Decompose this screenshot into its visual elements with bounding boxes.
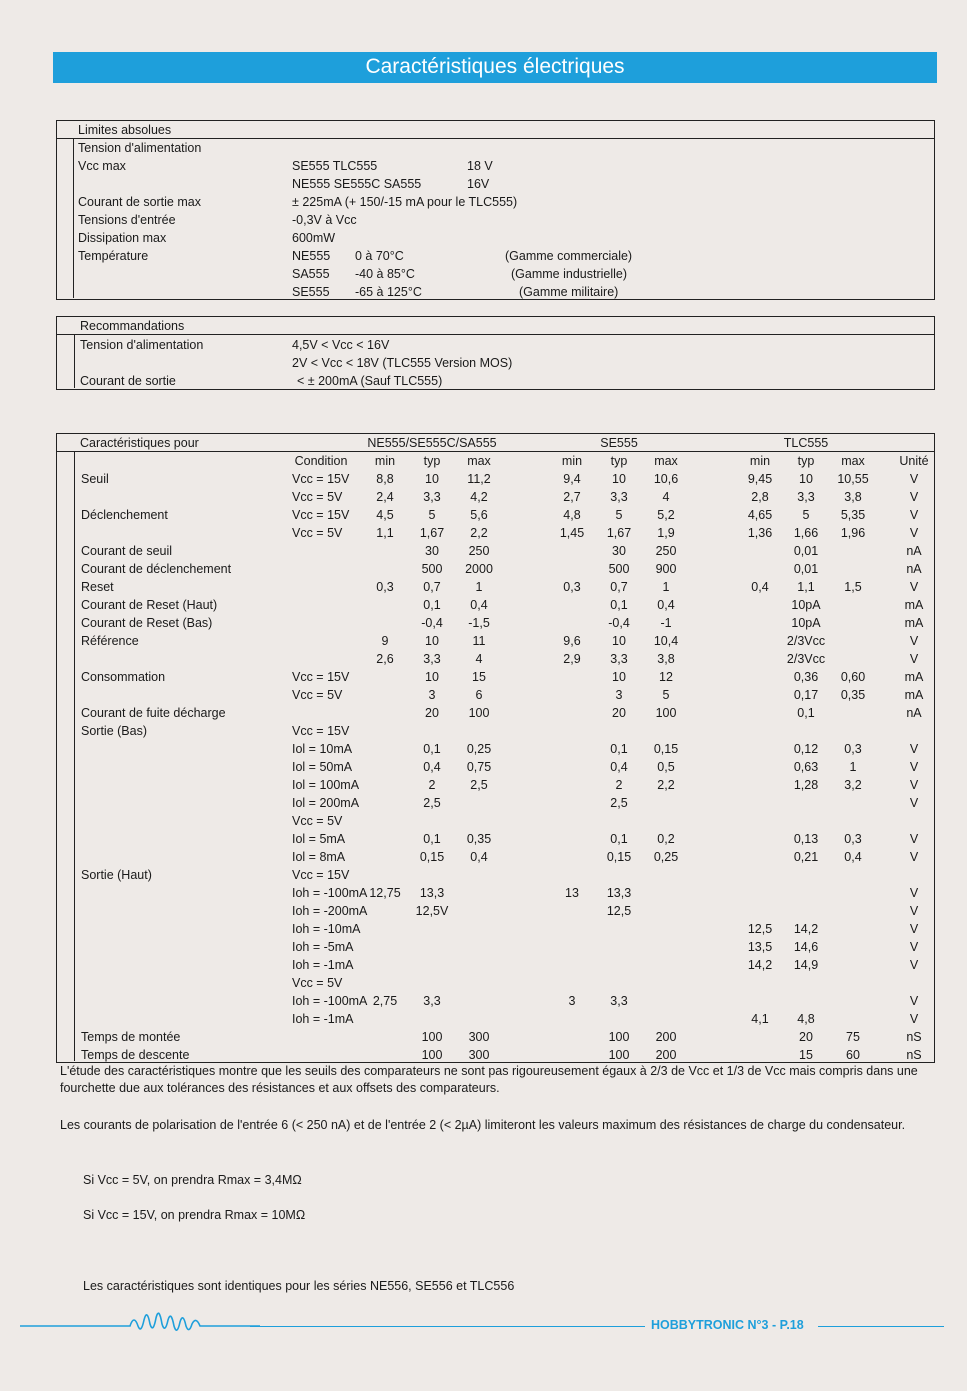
waveform-logo <box>20 1300 260 1340</box>
row-cell: 2000 <box>465 562 493 576</box>
row-cell: 0,35 <box>466 832 492 846</box>
row-cell: 3,3 <box>423 490 441 504</box>
row-cell: V <box>909 526 919 540</box>
row-cell: 2/3Vcc <box>786 634 826 648</box>
row-cell: 5,2 <box>657 508 675 522</box>
row-condition: Ioh = -100mA <box>292 886 368 900</box>
row-cell: 0,7 <box>423 580 441 594</box>
row-cell: 5,35 <box>840 508 866 522</box>
row-cell: 2 <box>615 778 623 792</box>
note-thresholds: L'étude des caractéristiques montre que les seuils des comparateurs ne sont pas rigoureusement égaux à 2/3 de Vcc et 1/3 de Vcc mais compris dans une fourchette due aux tolérances des résistances et aux offsets des comparateurs. <box>60 1064 918 1095</box>
row-cell: 5 <box>662 688 670 702</box>
rec-value: 2V < Vcc < 18V (TLC555 Version MOS) <box>292 356 513 370</box>
row-cell: 11,2 <box>467 472 491 486</box>
column-header: min <box>749 454 771 468</box>
row-cell: 2,8 <box>751 490 769 504</box>
row-cell: 5,6 <box>470 508 488 522</box>
row-cell: 10,6 <box>653 472 679 486</box>
row-cell: V <box>909 490 919 504</box>
row-cell: 4 <box>475 652 483 666</box>
row-cell: 13 <box>565 886 579 900</box>
row-cell: -1 <box>660 616 672 630</box>
row-cell: 0,75 <box>466 760 492 774</box>
row-cell: -0,4 <box>421 616 443 630</box>
row-cell: 0,15 <box>653 742 679 756</box>
row-cell: 2,9 <box>563 652 581 666</box>
row-condition: Vcc = 15V <box>292 724 350 738</box>
row-cell: 1,28 <box>793 778 819 792</box>
row-cell: 0,21 <box>793 850 819 864</box>
row-cell: 10 <box>612 472 626 486</box>
column-header: max <box>467 454 491 468</box>
abs-value-1: ± 225mA (+ 150/-15 mA pour le TLC555) <box>292 195 518 209</box>
row-cell: 0,1 <box>423 742 441 756</box>
row-label: Reset <box>81 580 114 594</box>
row-cell: 11 <box>472 634 486 648</box>
abs-label: Vcc max <box>78 159 126 173</box>
row-cell: 0,01 <box>793 562 819 576</box>
row-cell: 250 <box>468 544 490 558</box>
row-cell: 2,5 <box>423 796 441 810</box>
row-cell: 0,12 <box>793 742 819 756</box>
abs-value-3: (Gamme militaire) <box>519 285 619 299</box>
row-condition: Ioh = -100mA <box>292 994 368 1008</box>
row-cell: V <box>909 886 919 900</box>
row-cell: 5 <box>802 508 810 522</box>
note-series: Les caractéristiques sont identiques pour les séries NE556, SE556 et TLC556 <box>83 1279 515 1293</box>
note-rmax-5v: Si Vcc = 5V, on prendra Rmax = 3,4MΩ <box>83 1173 302 1187</box>
row-cell: 3,3 <box>610 652 628 666</box>
row-cell: 3,3 <box>423 652 441 666</box>
row-cell: mA <box>904 688 924 702</box>
abs-label: Dissipation max <box>78 231 167 245</box>
row-cell: 0,3 <box>844 832 862 846</box>
row-cell: 4,2 <box>470 490 488 504</box>
characteristics-header-rule <box>56 451 934 452</box>
row-condition: Vcc = 15V <box>292 670 350 684</box>
row-cell: 0,25 <box>653 850 679 864</box>
row-cell: 14,9 <box>793 958 819 972</box>
row-condition: Iol = 8mA <box>292 850 346 864</box>
row-cell: 3,3 <box>610 994 628 1008</box>
column-header: Unité <box>899 454 929 468</box>
row-label: Déclenchement <box>81 508 168 522</box>
row-cell: 0,4 <box>844 850 862 864</box>
abs-value-3: (Gamme commerciale) <box>505 249 633 263</box>
row-cell: V <box>909 904 919 918</box>
row-label: Courant de seuil <box>81 544 173 558</box>
row-cell: 3,3 <box>423 994 441 1008</box>
note-bias-currents: Les courants de polarisation de l'entrée 6 (< 250 nA) et de l'entrée 2 (< 2µA) limiteront les valeurs maximum des résistances de charge du condensateur. <box>60 1118 906 1132</box>
row-cell: 5 <box>428 508 436 522</box>
row-cell: nS <box>906 1048 922 1062</box>
row-label: Sortie (Bas) <box>81 724 147 738</box>
row-cell: 3 <box>615 688 623 702</box>
abs-value-2: 18 V <box>467 159 493 173</box>
row-cell: 0,60 <box>840 670 866 684</box>
row-cell: 0,3 <box>844 742 862 756</box>
recommendations-header: Recommandations <box>80 319 185 333</box>
abs-value-2: -40 à 85°C <box>355 267 415 281</box>
group-header-ne555: NE555/SE555C/SA555 <box>367 436 497 450</box>
row-cell: 13,3 <box>419 886 445 900</box>
abs-value-3: (Gamme industrielle) <box>511 267 628 281</box>
row-label: Temps de montée <box>81 1030 181 1044</box>
row-cell: 4 <box>662 490 670 504</box>
page-title: Caractéristiques électriques <box>365 55 625 78</box>
row-cell: 500 <box>608 562 630 576</box>
row-cell: V <box>909 994 919 1008</box>
title-banner <box>53 52 937 83</box>
row-cell: 3 <box>568 994 576 1008</box>
row-cell: -0,4 <box>608 616 630 630</box>
row-cell: 20 <box>425 706 439 720</box>
row-cell: 0,35 <box>840 688 866 702</box>
row-condition: Vcc = 5V <box>292 976 343 990</box>
row-cell: 12,75 <box>369 886 401 900</box>
row-condition: Iol = 5mA <box>292 832 346 846</box>
abs-label: Courant de sortie max <box>78 195 201 209</box>
row-cell: 0,15 <box>419 850 445 864</box>
abs-value-2: 0 à 70°C <box>355 249 404 263</box>
column-header: typ <box>423 454 441 468</box>
row-cell: V <box>909 922 919 936</box>
row-condition: Iol = 200mA <box>292 796 360 810</box>
row-cell: 9 <box>381 634 389 648</box>
row-cell: 8,8 <box>376 472 394 486</box>
row-cell: 13,3 <box>606 886 632 900</box>
row-cell: 0,17 <box>793 688 819 702</box>
row-cell: 100 <box>608 1048 630 1062</box>
row-cell: 10 <box>612 634 626 648</box>
rec-label: Tension d'alimentation <box>80 338 204 352</box>
row-condition: Ioh = -1mA <box>292 958 354 972</box>
row-cell: 3,3 <box>797 490 815 504</box>
row-cell: 1,9 <box>657 526 675 540</box>
row-cell: 0,4 <box>470 598 488 612</box>
row-cell: 9,45 <box>747 472 773 486</box>
note-rmax-15v: Si Vcc = 15V, on prendra Rmax = 10MΩ <box>83 1208 306 1222</box>
row-cell: 4,8 <box>797 1012 815 1026</box>
row-cell: 10pA <box>791 616 821 630</box>
row-cell: 1,5 <box>844 580 862 594</box>
row-label: Seuil <box>81 472 109 486</box>
row-cell: 100 <box>421 1030 443 1044</box>
row-cell: 3,2 <box>844 778 862 792</box>
row-cell: 12,5V <box>415 904 449 918</box>
row-cell: 30 <box>612 544 626 558</box>
row-cell: 100 <box>468 706 490 720</box>
row-cell: 2,4 <box>376 490 394 504</box>
row-cell: 0,4 <box>751 580 769 594</box>
row-cell: 12,5 <box>747 922 773 936</box>
row-cell: 2,2 <box>657 778 675 792</box>
row-cell: 10 <box>425 472 439 486</box>
row-cell: mA <box>904 670 924 684</box>
row-cell: 0,1 <box>797 706 815 720</box>
row-cell: V <box>909 958 919 972</box>
row-cell: 3,8 <box>657 652 675 666</box>
row-cell: 0,1 <box>610 598 628 612</box>
row-cell: 1 <box>849 760 857 774</box>
abs-value-2: 16V <box>467 177 490 191</box>
column-header: min <box>374 454 396 468</box>
characteristics-header: Caractéristiques pour <box>80 436 199 450</box>
abs-value-1: -0,3V à Vcc <box>292 213 357 227</box>
row-label: Temps de descente <box>81 1048 190 1062</box>
row-label: Consommation <box>81 670 166 684</box>
row-cell: 4,1 <box>751 1012 769 1026</box>
column-header: min <box>561 454 583 468</box>
row-cell: 900 <box>655 562 677 576</box>
column-header: typ <box>797 454 815 468</box>
row-cell: 0,4 <box>610 760 628 774</box>
footer-rule-left <box>250 1326 645 1327</box>
row-cell: 3,8 <box>844 490 862 504</box>
footer-rule-right <box>818 1326 944 1327</box>
row-cell: V <box>909 778 919 792</box>
row-cell: 100 <box>608 1030 630 1044</box>
column-header: typ <box>610 454 628 468</box>
column-header: max <box>654 454 678 468</box>
row-cell: 1 <box>662 580 670 594</box>
row-cell: V <box>909 472 919 486</box>
row-cell: V <box>909 832 919 846</box>
row-cell: V <box>909 760 919 774</box>
row-cell: 9,6 <box>563 634 581 648</box>
row-cell: nA <box>906 544 922 558</box>
row-cell: 2,6 <box>376 652 394 666</box>
absolute-limits-header: Limites absolues <box>78 123 172 137</box>
row-cell: V <box>909 652 919 666</box>
rec-value: < ± 200mA (Sauf TLC555) <box>297 374 443 388</box>
row-cell: 2/3Vcc <box>786 652 826 666</box>
row-condition: Vcc = 5V <box>292 490 343 504</box>
row-cell: 10pA <box>791 598 821 612</box>
row-cell: mA <box>904 598 924 612</box>
row-cell: 1 <box>475 580 483 594</box>
row-condition: Vcc = 5V <box>292 688 343 702</box>
row-cell: 250 <box>655 544 677 558</box>
row-cell: 2,75 <box>372 994 398 1008</box>
row-cell: 0,1 <box>423 598 441 612</box>
row-cell: 0,1 <box>610 742 628 756</box>
row-cell: 12 <box>659 670 673 684</box>
row-cell: V <box>909 1012 919 1026</box>
footer-page-label: HOBBYTRONIC N°3 - P.18 <box>651 1318 804 1332</box>
abs-value-1: NE555 SE555C SA555 <box>292 177 422 191</box>
row-cell: 0,5 <box>657 760 675 774</box>
abs-value-1: 600mW <box>292 231 336 245</box>
row-cell: 0,25 <box>466 742 492 756</box>
row-cell: nS <box>906 1030 922 1044</box>
row-cell: 0,4 <box>423 760 441 774</box>
row-cell: 15 <box>799 1048 813 1062</box>
row-condition: Vcc = 5V <box>292 814 343 828</box>
row-label: Courant de fuite décharge <box>81 706 226 720</box>
row-cell: 1,66 <box>793 526 819 540</box>
row-cell: 300 <box>468 1030 490 1044</box>
row-cell: 0,1 <box>610 832 628 846</box>
row-cell: 2,2 <box>470 526 488 540</box>
row-cell: 1,1 <box>376 526 394 540</box>
row-cell: 300 <box>468 1048 490 1062</box>
row-cell: 10,4 <box>653 634 679 648</box>
row-cell: 10 <box>612 670 626 684</box>
column-header: Condition <box>294 454 348 468</box>
row-cell: 0,4 <box>470 850 488 864</box>
row-cell: V <box>909 634 919 648</box>
recommendations-box <box>56 316 935 390</box>
row-cell: -1,5 <box>468 616 490 630</box>
row-cell: 100 <box>421 1048 443 1062</box>
row-label: Courant de déclenchement <box>81 562 232 576</box>
row-cell: 15 <box>472 670 486 684</box>
row-cell: 0,4 <box>657 598 675 612</box>
row-cell: 0,1 <box>423 832 441 846</box>
group-header-tlc555: TLC555 <box>783 436 829 450</box>
row-cell: 14,2 <box>793 922 819 936</box>
row-cell: 3 <box>428 688 436 702</box>
row-cell: 2,7 <box>563 490 581 504</box>
row-condition: Ioh = -10mA <box>292 922 361 936</box>
row-cell: 200 <box>655 1030 677 1044</box>
column-header: max <box>841 454 865 468</box>
row-cell: 0,13 <box>793 832 819 846</box>
group-header-se555: SE555 <box>600 436 638 450</box>
abs-value-1: SA555 <box>292 267 330 281</box>
row-cell: 60 <box>846 1048 860 1062</box>
abs-value-1: NE555 <box>292 249 331 263</box>
row-cell: 14,2 <box>747 958 773 972</box>
row-cell: 0,36 <box>793 670 819 684</box>
row-cell: 5 <box>615 508 623 522</box>
row-condition: Vcc = 15V <box>292 868 350 882</box>
row-condition: Ioh = -1mA <box>292 1012 354 1026</box>
row-cell: V <box>909 850 919 864</box>
row-cell: 0,3 <box>376 580 394 594</box>
row-cell: 200 <box>655 1048 677 1062</box>
row-cell: 30 <box>425 544 439 558</box>
row-cell: 20 <box>799 1030 813 1044</box>
row-cell: 2 <box>428 778 436 792</box>
row-cell: 2,5 <box>610 796 628 810</box>
absolute-limits-header-rule <box>56 138 934 139</box>
row-condition: Vcc = 15V <box>292 508 350 522</box>
row-condition: Iol = 10mA <box>292 742 353 756</box>
recommendations-divider <box>74 334 75 388</box>
rec-label: Courant de sortie <box>80 374 176 388</box>
row-cell: 2,5 <box>470 778 488 792</box>
row-cell: V <box>909 580 919 594</box>
abs-label: Température <box>78 249 149 263</box>
row-cell: 12,5 <box>606 904 632 918</box>
row-cell: 0,2 <box>657 832 675 846</box>
characteristics-divider <box>74 451 75 1061</box>
rec-value: 4,5V < Vcc < 16V <box>292 338 390 352</box>
row-cell: 75 <box>846 1030 860 1044</box>
abs-label: Tension d'alimentation <box>78 141 202 155</box>
row-cell: 1,1 <box>797 580 815 594</box>
row-cell: 0,01 <box>793 544 819 558</box>
row-cell: 3,3 <box>610 490 628 504</box>
row-label: Courant de Reset (Haut) <box>81 598 218 612</box>
row-cell: V <box>909 508 919 522</box>
row-cell: 1,45 <box>559 526 585 540</box>
row-cell: 1,67 <box>419 526 445 540</box>
row-cell: 10 <box>799 472 813 486</box>
row-cell: 6 <box>475 688 483 702</box>
row-cell: 20 <box>612 706 626 720</box>
row-label: Sortie (Haut) <box>81 868 152 882</box>
row-cell: 0,3 <box>563 580 581 594</box>
row-cell: 14,6 <box>793 940 819 954</box>
row-condition: Ioh = -200mA <box>292 904 368 918</box>
abs-value-2: -65 à 125°C <box>355 285 422 299</box>
row-label: Référence <box>81 634 139 648</box>
row-cell: 10,55 <box>837 472 869 486</box>
row-cell: 1,96 <box>840 526 866 540</box>
row-cell: 100 <box>655 706 677 720</box>
row-cell: nA <box>906 562 922 576</box>
row-condition: Vcc = 5V <box>292 526 343 540</box>
row-cell: nA <box>906 706 922 720</box>
row-cell: 9,4 <box>563 472 581 486</box>
row-cell: V <box>909 742 919 756</box>
row-cell: 10 <box>425 670 439 684</box>
recommendations-header-rule <box>56 334 934 335</box>
row-cell: 10 <box>425 634 439 648</box>
abs-value-1: SE555 <box>292 285 330 299</box>
row-condition: Vcc = 15V <box>292 472 350 486</box>
abs-label: Tensions d'entrée <box>78 213 176 227</box>
row-cell: 1,36 <box>747 526 773 540</box>
row-cell: 0,15 <box>606 850 632 864</box>
absolute-limits-divider <box>73 138 74 298</box>
abs-value-1: SE555 TLC555 <box>292 159 378 173</box>
row-condition: Ioh = -5mA <box>292 940 354 954</box>
row-condition: Iol = 100mA <box>292 778 360 792</box>
row-cell: 0,7 <box>610 580 628 594</box>
row-cell: 500 <box>421 562 443 576</box>
row-condition: Iol = 50mA <box>292 760 353 774</box>
row-cell: V <box>909 940 919 954</box>
row-cell: V <box>909 796 919 810</box>
row-cell: 1,67 <box>606 526 632 540</box>
row-label: Courant de Reset (Bas) <box>81 616 213 630</box>
row-cell: 4,5 <box>376 508 394 522</box>
row-cell: 4,65 <box>747 508 773 522</box>
row-cell: 4,8 <box>563 508 581 522</box>
row-cell: mA <box>904 616 924 630</box>
row-cell: 0,63 <box>793 760 819 774</box>
row-cell: 13,5 <box>747 940 773 954</box>
